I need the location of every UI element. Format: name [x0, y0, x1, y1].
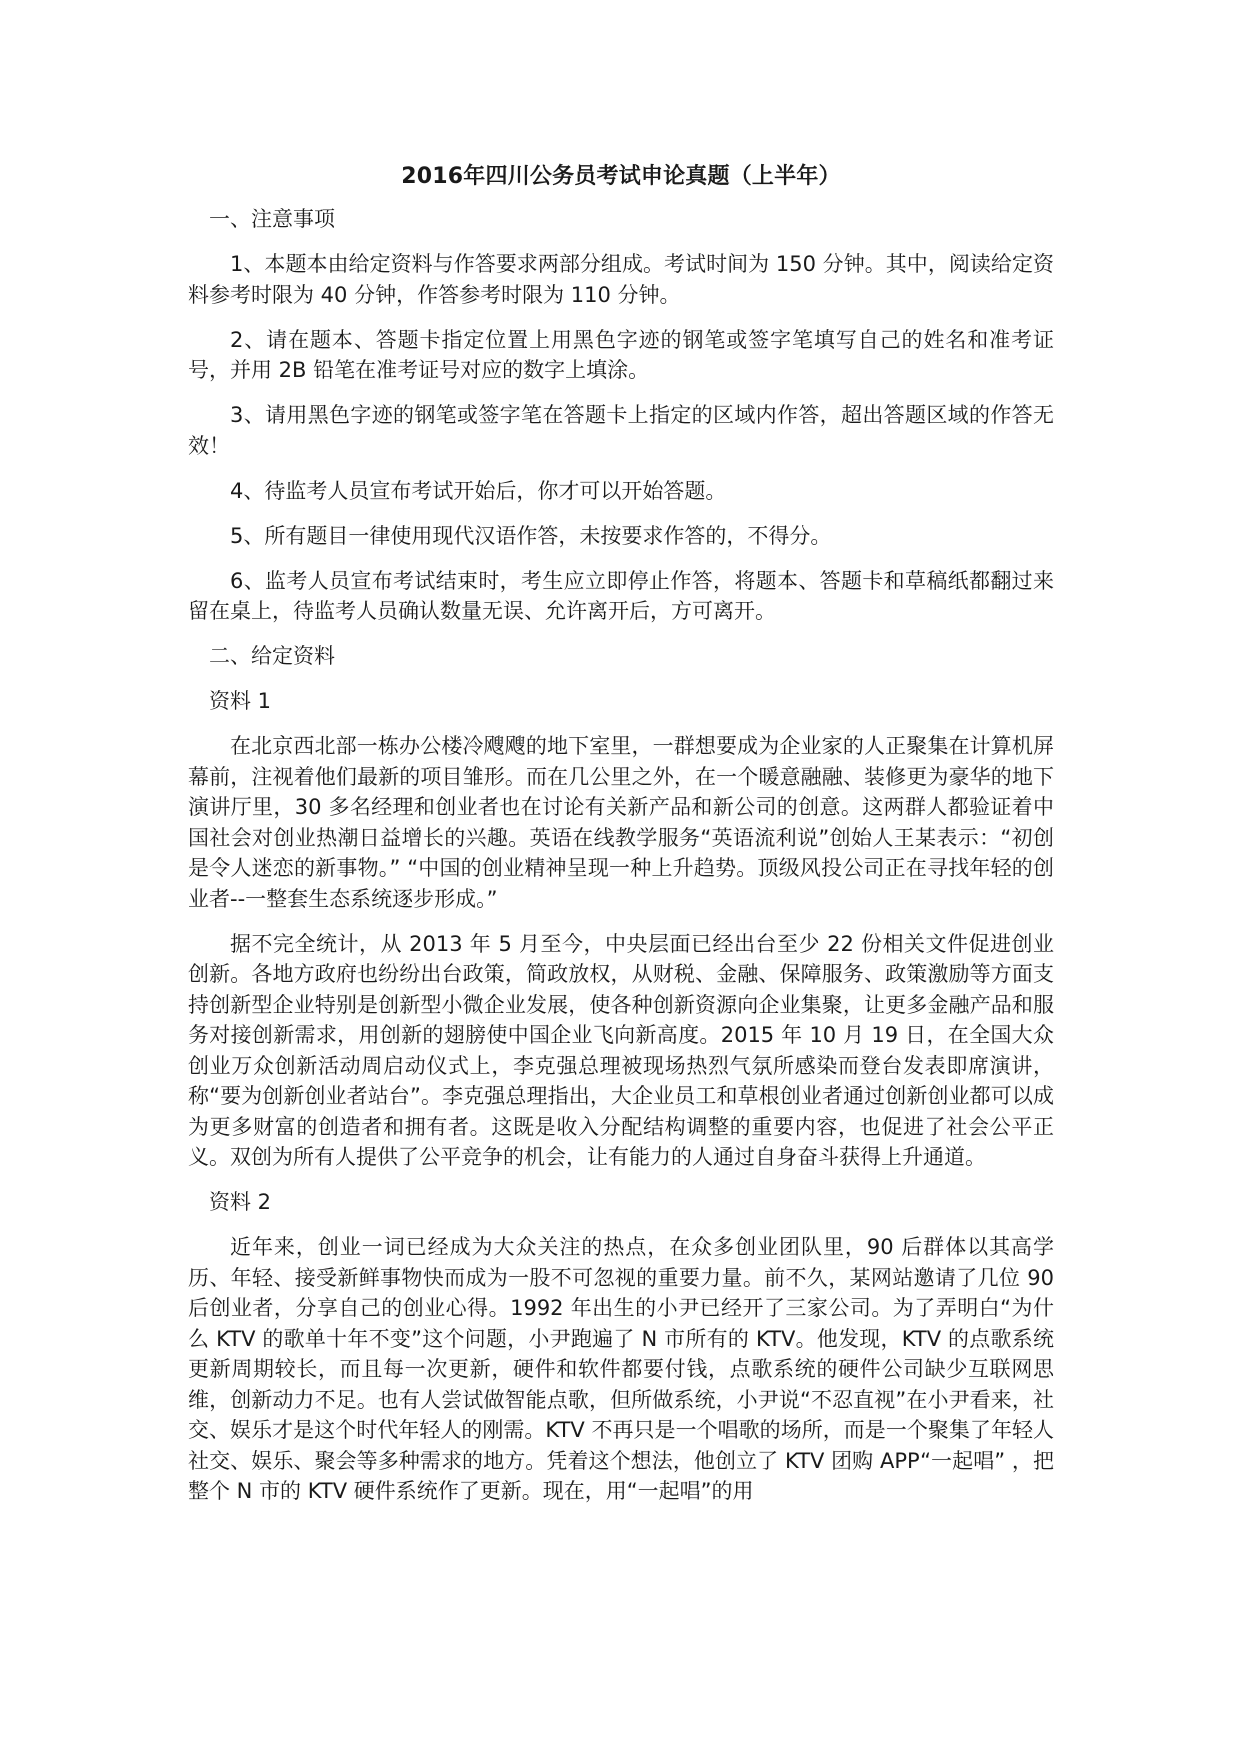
document-title: 2016年四川公务员考试申论真题（上半年）	[401, 164, 841, 189]
document-page	[188, 160, 1054, 1521]
material-heading-1: 资料 1	[209, 689, 272, 713]
material-heading-2: 资料 2	[209, 1190, 272, 1214]
section-heading-notes: 一、注意事项	[209, 207, 335, 231]
note-item: 1、本题本由给定资料与作答要求两部分组成。考试时间为 150 分钟。其中，阅读给定资料参考时限为 40 分钟，作答参考时限为 110 分钟。	[188, 252, 1054, 307]
note-item: 3、请用黑色字迹的钢笔或签字笔在答题卡上指定的区域内作答，超出答题区域的作答无效！	[188, 403, 1054, 458]
note-item: 4、待监考人员宣布考试开始后，你才可以开始答题。	[230, 478, 727, 503]
section-heading-materials: 二、给定资料	[209, 644, 335, 668]
material-paragraph: 近年来，创业一词已经成为大众关注的热点，在众多创业团队里，90 后群体以其高学历、年轻、接受新鲜事物快而成为一股不可忽视的重要力量。前不久，某网站邀请了几位 90 后创业者，分享自己的创业心得。1992 年出生的小尹已经开了三家公司。为了弄明白“为什么 KTV 的歌单十年不变”这个问题，小尹跑遍了 N 市所有的 KTV。他发现，KTV 的点歌系统更新周期较长，而且每一次更新，硬件和软件都要付钱，点歌系统的硬件公司缺少互联网思维，创新动力不足。也有人尝试做智能点歌，但所做系统，小尹说“不忍直视”在小尹看来，社交、娱乐才是这个时代年轻人的刚需。KTV 不再只是一个唱歌的场所，而是一个聚集了年轻人社交、娱乐、聚会等多种需求的地方。凭着这个想法，他创立了 KTV 团购 APP“一起唱” ，把整个 N 市的 KTV 硬件系统作了更新。现在，用“一起唱”的用	[188, 1235, 1054, 1503]
note-item: 2、请在题本、答题卡指定位置上用黑色字迹的钢笔或签字笔填写自己的姓名和准考证号，并用 2B 铅笔在准考证号对应的数字上填涂。	[188, 327, 1054, 382]
material-paragraph: 据不完全统计，从 2013 年 5 月至今，中央层面已经出台至少 22 份相关文件促进创业创新。各地方政府也纷纷出台政策，简政放权，从财税、金融、保障服务、政策激励等方面支持创新型企业特别是创新型小微企业发展，使各种创新资源向企业集聚，让更多金融产品和服务对接创新需求，用创新的翅膀使中国企业飞向新高度。2015 年 10 月 19 日，在全国大众创业万众创新活动周启动仪式上，李克强总理被现场热烈气氛所感染而登台发表即席演讲，称“要为创新创业者站台”。李克强总理指出，大企业员工和草根创业者通过创新创业都可以成为更多财富的创造者和拥有者。这既是收入分配结构调整的重要内容，也促进了社会公平正义。双创为所有人提供了公平竞争的机会，让有能力的人通过自身奋斗获得上升通道。	[188, 931, 1054, 1169]
material-paragraph: 在北京西北部一栋办公楼冷飕飕的地下室里，一群想要成为企业家的人正聚集在计算机屏幕前，注视着他们最新的项目雏形。而在几公里之外，在一个暖意融融、装修更为豪华的地下演讲厅里，30 多名经理和创业者也在讨论有关新产品和新公司的创意。这两群人都验证着中国社会对创业热潮日益增长的兴趣。英语在线教学服务“英语流利说”创始人王某表示：“初创是令人迷恋的新事物。” “中国的创业精神呈现一种上升趋势。顶级风投公司正在寻找年轻的创业者--一整套生态系统逐步形成。”	[188, 734, 1054, 911]
note-item: 5、所有题目一律使用现代汉语作答，未按要求作答的，不得分。	[230, 523, 832, 548]
note-item: 6、监考人员宣布考试结束时，考生应立即停止作答，将题本、答题卡和草稿纸都翻过来留在桌上，待监考人员确认数量无误、允许离开后，方可离开。	[188, 568, 1054, 623]
